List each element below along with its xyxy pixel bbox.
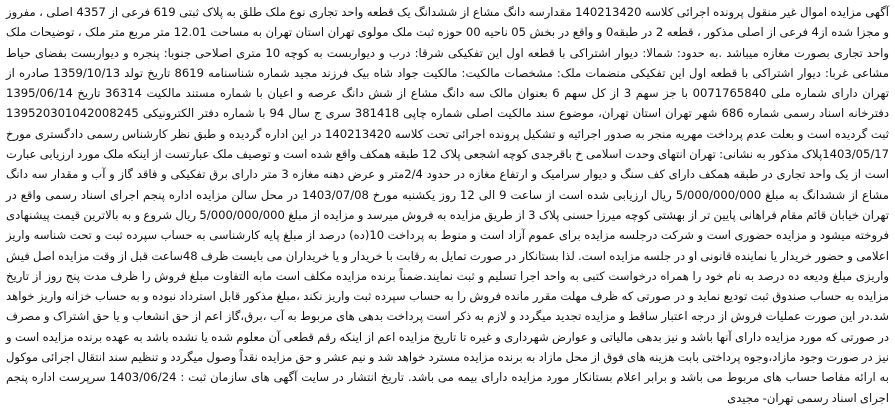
auction-notice-text: آگهی مزایده اموال غیر منقول پرونده اجرائی کلاسه 140213420 مقدارسه دانگ مشاع از ششدانگ یک قطعه واحد تجاری نوع ملک طلق به پلاک ثبتی 619 فرعی از 4357 اصلی ، مفروز و مجزا شده از4 فرعی از اصلی مذکور ، قطعه 2 در طبقه0 و واقع در بخش 05 ناحیه 00 حوزه ثبت ملک مولوی تهران استان تهران به مساحت 12.01 متر مربع متر ملک ، توضیحات ملک واحد تجاری بصورت مغازه میباشد .به حدود: شمالا: دیوار اشتراکی با قطعه اول این تفکیکی شرقا: درب و دیواربست به کوچه 10 متری اصلاحی جنوبا: پنجره و دیواربست بفضای حیاط مشاعی غربا: دیوار اشتراکی با قطعه اول این تفکیکی منضمات ملک: مشخصات مالکیت: مالکیت جواد شاه بیک فرزند مجید شماره شناسنامه 8619 تاریخ تولد 1359/10/13 صادره از تهران دارای شماره ملی 0071765840 با جز سهم 3 از کل سهم 6 بعنوان مالک سه دانگ مشاع از شش دانگ عرصه و اعیان با شماره مستند مالکیت 36314 تاریخ 1395/06/14 دفترخانه اسناد رسمی شماره 686 شهر تهران استان تهران، موضوع سند مالکیت اصلی شماره چاپی 381418 سری ج سال 94 با شماره دفتر الکترونیکی 139520301042008245 ثبت گردیده است و بعلت عدم پرداخت مهریه منجر به صدور اجرائیه و تشکیل پرونده اجرائی تحت کلاسه 140213420 در این اداره گردیده و طبق نظر کارشناس رسمی دادگستری مورخ 1403/05/17پلاک مذکور به نشانی: تهران انتهای وحدت اسلامی خ باقرجدی کوچه اشجعی پلاک 12 طبقه همکف واقع شده است و توصیف ملک عبارتست از اینکه ملک مورد ارزیابی عبارت است از یک واحد تجاری در طبقه همکف دارای کف سنگ و دیوار سرامیک و ارتفاع مغازه در حدود 2/4متر و عرض دهنه مغازه 3 متر دارای برق تفکیکی و فاقد گاز و آب و مقدار سه دانگ مشاع از ششدانگ به مبلغ 5/000/000/000 ریال ارزیابی شده است از ساعت 9 الی 12 روز یکشنبه مورخ 1403/07/08 در محل سالن مزایده اداره پنجم اجرای اسناد رسمی واقع در تهران خیابان قائم مقام فراهانی پایین تر از بهشتی کوچه میرزا حسنی پلاک 3 از طریق مزایده به فروش میرسد و مزایده از مبلغ 5/000/000/000 ریال شروع و به بالاترین قیمت پیشنهادی فروخته میشود و مزایده حضوری است و شرکت درجلسه مزایده برای عموم آزاد است و منوط به پرداخت 10(ده) درصد از مبلغ پایه کارشناسی به حساب سپرده ثبت و تحت شناسه واریز اعلامی و حضور خریدار یا نماینده قانونی او در جلسه مزایده است. لذا بستانکار در صورت تمایل به رقابت با خریدار و یا خریداران می بایست ظرف 48ساعت قبل از وقت مزایده اصل فیش واریزی مبلغ ودیعه ده درصد به نام خود را همراه درخواست کتبی به واحد اجرا تسلیم و ثبت نمایند.ضمناً برنده مزایده مکلف است مابه التفاوت مبلغ فروش را ظرف مدت پنج روز از تاریخ مزایده به حساب صندوق ثبت تودیع نماید و در صورتی که ظرف مهلت مقرر مانده فروش را به حساب سپرده ثبت واریز نکند ،مبلغ مذکور قابل استرداد نبوده و به حساب خزانه واریز خواهد شد.در این صورت عملیات فروش از درجه اعتبار ساقط و مزایده تجدید میگردد و لازم به ذکر است پرداخت بدهی های مربوط به آب ،برق،گاز اعم از حق انشعاب و یا حق اشتراک و مصرف در صورتی که مورد مزایده دارای آنها باشد و نیز بدهی مالیاتی و عوارض شهرداری و غیره تا تاریخ مزایده اعم از اینکه رقم قطعی آن معلوم شده یا نشده باشد به عهده برنده مزایده است و نیز در صورت وجود مازاد،وجوه پرداختی بابت هزینه های فوق از محل مازاد به برنده مزایده مسترد خواهد شد و نیم عشر و حق مزایده نقداً وصول میگردد و تنظیم سند انتقال اجرائی موکول به ارائه مفاصا حساب های مربوط می باشد و برابر اعلام بستانکار مورد مزایده دارای بیمه می باشد. تاریخ انتشار در سایت آگهی های سازمان ثبت : 1403/06/24 سرپرست اداره پنجم اجرای اسناد رسمی تهران- مجیدی	[6, 5, 890, 405]
